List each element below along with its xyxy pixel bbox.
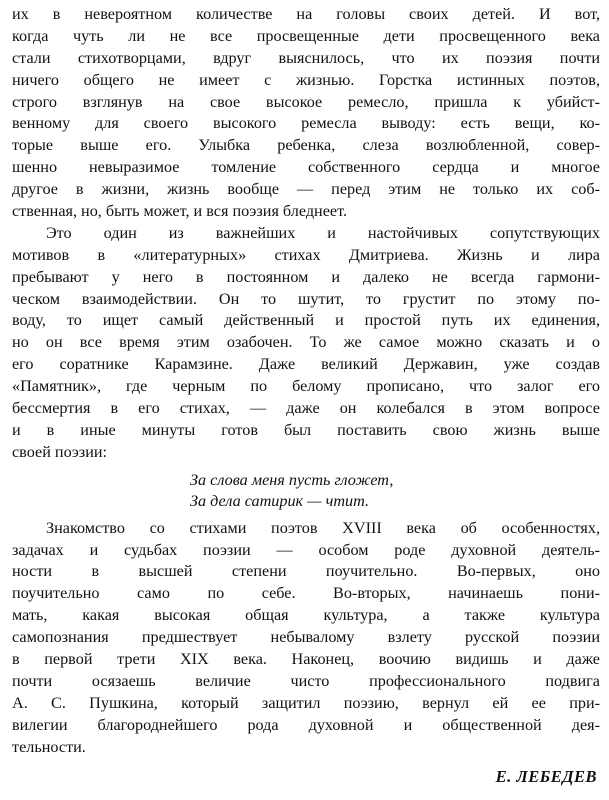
poem-line: За слова меня пусть гложет,	[190, 470, 394, 489]
text-line: пребывают у него в постоянном и далеко не всегда гармони-	[12, 267, 600, 286]
text-line: своей поэзии:	[12, 442, 108, 461]
text-line: их в невероятном количестве на головы своих детей. И вот,	[12, 5, 600, 23]
text-line: в первой трети XIX века. Наконец, воочию видишь и даже	[12, 650, 600, 669]
text-line: венному для своего высокого ремесла выводу: есть вещи, ко-	[12, 114, 600, 133]
text-line: тельности.	[12, 737, 86, 756]
text-line: мотивов в «литературных» стихах Дмитриева. Жизнь и лира	[12, 245, 600, 264]
text-line: вилегии благороднейшего рода духовной и общественной дея-	[12, 715, 600, 734]
text-line: Знакомство со стихами поэтов XVIII века об особенностях,	[46, 518, 600, 537]
text-line: торые выше его. Улыбка ребенка, слеза возлюбленной, совер-	[12, 136, 600, 155]
text-line: бессмертия в его стихах, — даже он колебался в этом вопросе	[12, 399, 600, 418]
text-line: задачах и судьбах поэзии — особом роде духовной деятель-	[12, 540, 600, 559]
text-line: «Памятник», где черным по белому прописано, что залог его	[12, 377, 600, 396]
text-line: ности в высшей степени поучительно. Во-первых, оно	[12, 562, 600, 581]
text-line: строго взглянув на свое высокое ремесло, пришла к убийст-	[12, 92, 600, 111]
text-line: Это один из важнейших и настойчивых сопутствующих	[46, 223, 600, 242]
poem-line: За дела сатирик — чтит.	[190, 491, 370, 510]
text-line: когда чуть ли не все просвещенные дети просвещенного века	[12, 26, 600, 45]
text-line: ственная, но, быть может, и вся поэзия бледнеет.	[12, 202, 347, 221]
text-line: поучительно само по себе. Во-вторых, начинаешь пони-	[12, 584, 600, 603]
text-line: шенно невыразимое томление собственного сердца и многое	[12, 158, 600, 177]
poem-quote	[12, 470, 600, 512]
text-line: ческом взаимодействии. Он то шутит, то грустит по этому по-	[12, 289, 600, 308]
text-line: мать, какая высокая общая культура, а также культура	[12, 606, 600, 625]
text-line: А. С. Пушкина, который защитил поэзию, вернул ей ее при-	[12, 693, 600, 712]
text-line: ничего общего не имеет с жизнью. Горстка истинных поэтов,	[12, 70, 600, 89]
text-line: почти осязаешь величие чисто профессионального подвига	[12, 671, 600, 690]
paragraph-2	[12, 223, 600, 464]
text-line: его соратнике Карамзине. Даже великий Державин, уже создав	[12, 355, 600, 374]
paragraph-3	[12, 518, 600, 759]
text-line: стали стихотворцами, вдруг выяснилось, что их поэзия почти	[12, 48, 600, 67]
text-line: самопознания предшествует небывалому взлету русской поэзии	[12, 628, 600, 647]
paragraph-1	[12, 4, 600, 223]
text-line: и в иные минуты готов был поставить свою жизнь выше	[12, 420, 600, 439]
text-line: но он все время этим озабочен. То же самое можно сказать и о	[12, 333, 600, 352]
author-signature: Е. ЛЕБЕДЕВ	[495, 767, 597, 786]
text-line: воду, то ищет самый действенный и простой путь их единения,	[12, 311, 600, 330]
text-line: другое в жизни, жизнь вообще — перед этим не только их соб-	[12, 180, 600, 199]
